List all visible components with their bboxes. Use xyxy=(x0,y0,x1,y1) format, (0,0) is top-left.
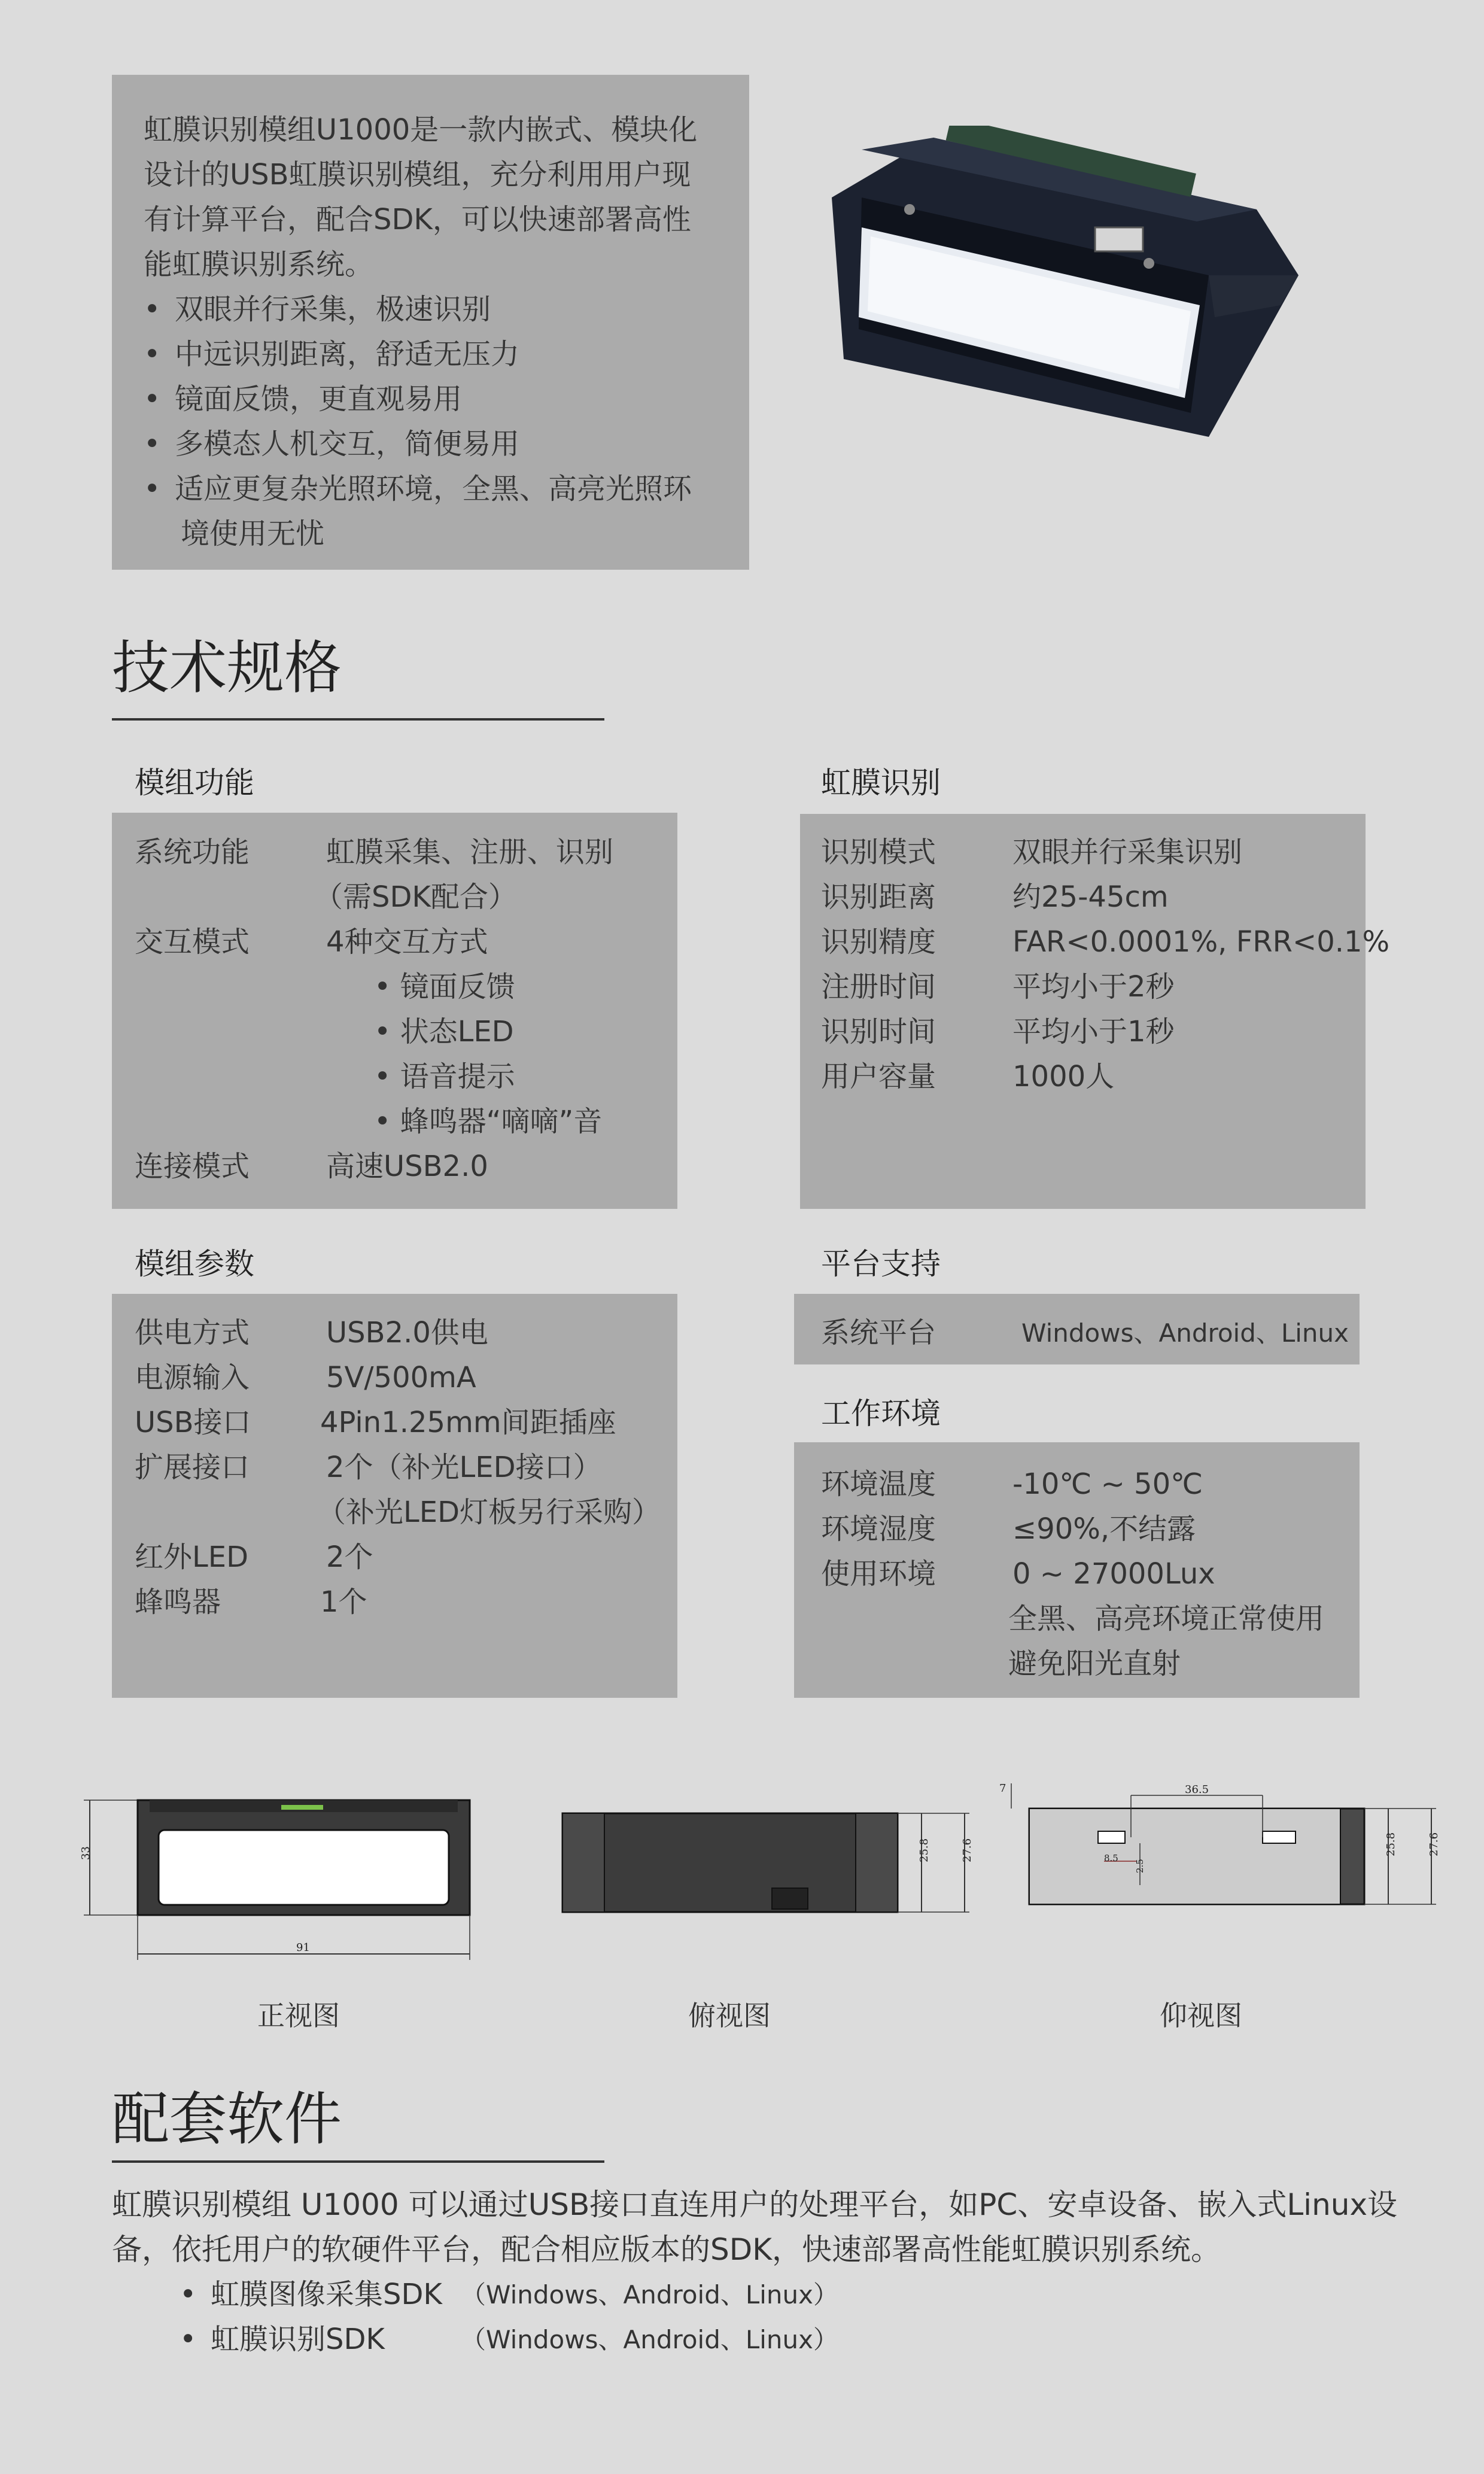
spec-value: 4种交互方式 xyxy=(326,925,488,959)
spec-value: 虹膜采集、注册、识别 xyxy=(326,835,614,869)
software-heading: 配套软件 xyxy=(112,2086,342,2153)
spec-value: 5V/500mA xyxy=(326,1361,476,1394)
spec-row xyxy=(821,920,1390,965)
bottom-view-caption: 仰视图 xyxy=(1160,1999,1242,2032)
software-heading-rule xyxy=(112,2160,604,2163)
spec-key: 识别精度 xyxy=(821,925,936,959)
iris-recognition-rows xyxy=(821,830,1390,1099)
spec-value: FAR<0.0001%, FRR<0.1% xyxy=(1012,925,1390,959)
spec-row xyxy=(135,1445,661,1490)
spec-row xyxy=(821,1311,1348,1355)
spec-key: 蜂鸣器 xyxy=(135,1585,221,1619)
module-params-title: 模组参数 xyxy=(135,1247,254,1281)
bottom-dim-left: 7 xyxy=(999,1782,1006,1795)
front-view-drawing xyxy=(72,1783,491,1969)
spec-row xyxy=(135,965,661,1010)
spec-row xyxy=(135,1099,661,1144)
spec-value: 避免阳光直射 xyxy=(1008,1647,1181,1680)
spec-value: • 蜂鸣器“嘀嘀”音 xyxy=(374,1105,603,1138)
spec-row xyxy=(135,1010,661,1054)
bottom-dim-1: 25.8 xyxy=(1385,1832,1397,1856)
spec-row xyxy=(135,1535,661,1580)
top-view-caption: 俯视图 xyxy=(688,1999,771,2032)
module-function-title: 模组功能 xyxy=(135,765,254,800)
software-line: 备，依托用户的软硬件平台，配合相应版本的SDK，快速部署高性能虹膜识别系统。 xyxy=(112,2232,1221,2267)
spec-key: 注册时间 xyxy=(821,970,936,1004)
intro-line: 设计的USB虹膜识别模组，充分利用用户现 xyxy=(144,158,691,192)
iris-recognition-title: 虹膜识别 xyxy=(821,765,941,800)
spec-value: • 镜面反馈 xyxy=(374,970,515,1004)
bottom-dim-top: 36.5 xyxy=(1185,1783,1209,1796)
bottom-view-drawing xyxy=(993,1771,1448,1915)
spec-value: Windows、Android、Linux xyxy=(1021,1318,1349,1348)
spec-row xyxy=(821,1642,1348,1686)
spec-key: 使用环境 xyxy=(821,1557,936,1591)
spec-row xyxy=(821,1010,1348,1054)
software-item-name: • 虹膜图像采集SDK xyxy=(180,2272,442,2317)
spec-value: 0 ~ 27000Lux xyxy=(1012,1557,1215,1591)
spec-row xyxy=(135,1490,661,1535)
spec-key: 扩展接口 xyxy=(135,1451,250,1484)
module-params-rows xyxy=(135,1311,661,1625)
spec-value: 2个（补光LED接口） xyxy=(326,1451,602,1484)
software-item-platforms: （Windows、Android、Linux） xyxy=(461,2280,839,2309)
spec-key: 红外LED xyxy=(135,1540,249,1574)
spec-value: （补光LED灯板另行采购） xyxy=(317,1496,661,1529)
spec-key: 供电方式 xyxy=(135,1316,250,1350)
environment-rows xyxy=(821,1462,1348,1686)
bottom-dim-2: 27.6 xyxy=(1428,1832,1440,1856)
top-view-drawing xyxy=(551,1795,981,1927)
spec-value: -10℃ ~ 50℃ xyxy=(1012,1467,1203,1501)
spec-key: 识别距离 xyxy=(821,880,936,914)
spec-row xyxy=(821,830,1348,875)
spec-row xyxy=(821,1597,1348,1642)
module-function-rows xyxy=(135,830,661,1189)
spec-value: 高速USB2.0 xyxy=(326,1150,488,1183)
intro-line: 虹膜识别模组U1000是一款内嵌式、模块化 xyxy=(144,113,698,147)
intro-bullet: • 双眼并行采集，极速识别 xyxy=(144,287,697,332)
product-photo xyxy=(826,126,1310,449)
front-width-label: 91 xyxy=(296,1941,310,1954)
spec-key: 连接模式 xyxy=(135,1150,250,1183)
intro-bullet: • 适应更复杂光照环境，全黑、高亮光照环 xyxy=(144,467,697,512)
spec-value: 双眼并行采集识别 xyxy=(1012,835,1243,869)
spec-value: 平均小于2秒 xyxy=(1012,970,1175,1004)
spec-row xyxy=(135,1355,661,1400)
spec-key: 识别模式 xyxy=(821,835,936,869)
specs-heading: 技术规格 xyxy=(112,634,342,701)
bottom-dim-b: 2.5 xyxy=(1135,1859,1145,1873)
specs-heading-rule xyxy=(112,718,604,721)
spec-value: 1个 xyxy=(320,1585,367,1619)
spec-row xyxy=(135,1580,661,1625)
intro-bullet-continuation: 境使用无忧 xyxy=(181,517,325,551)
spec-row xyxy=(135,1054,661,1099)
spec-key: 系统平台 xyxy=(821,1316,936,1350)
spec-key: 电源输入 xyxy=(135,1361,250,1394)
spec-row xyxy=(135,1144,661,1189)
platform-title: 平台支持 xyxy=(821,1247,941,1281)
spec-row xyxy=(821,1552,1348,1597)
platform-rows xyxy=(821,1311,1348,1355)
intro-bullet: • 中远识别距离，舒适无压力 xyxy=(144,332,697,377)
spec-row xyxy=(821,965,1348,1010)
intro-text xyxy=(144,108,697,557)
bottom-dim-a: 8.5 xyxy=(1104,1853,1118,1864)
spec-row xyxy=(821,1462,1348,1507)
software-item-name: • 虹膜识别SDK xyxy=(180,2317,385,2362)
software-line: 虹膜识别模组 U1000 可以通过USB接口直连用户的处理平台，如PC、安卓设备、嵌入式Linux设 xyxy=(112,2187,1398,2222)
spec-value: 2个 xyxy=(326,1540,373,1574)
spec-key: 系统功能 xyxy=(135,835,250,869)
intro-bullet: • 多模态人机交互，简便易用 xyxy=(144,422,697,467)
top-dim-2: 27.6 xyxy=(961,1838,974,1862)
spec-key: 识别时间 xyxy=(821,1015,936,1048)
environment-title: 工作环境 xyxy=(821,1396,941,1431)
front-view-caption: 正视图 xyxy=(257,1999,340,2032)
intro-line: 有计算平台，配合SDK，可以快速部署高性 xyxy=(144,203,691,236)
spec-row xyxy=(135,875,661,920)
intro-line: 能虹膜识别系统。 xyxy=(144,248,374,281)
spec-key: 环境温度 xyxy=(821,1467,936,1501)
spec-row xyxy=(135,920,661,965)
software-paragraph xyxy=(112,2183,1397,2272)
intro-bullet: • 镜面反馈，更直观易用 xyxy=(144,377,697,422)
spec-value: ≤90%,不结露 xyxy=(1012,1512,1196,1546)
spec-value: 全黑、高亮环境正常使用 xyxy=(1008,1602,1325,1636)
spec-value: （需SDK配合） xyxy=(314,880,517,914)
spec-key: USB接口 xyxy=(135,1406,251,1439)
spec-row xyxy=(821,875,1348,920)
spec-value: 平均小于1秒 xyxy=(1012,1015,1175,1048)
spec-row xyxy=(135,1311,661,1355)
spec-row xyxy=(821,1054,1348,1099)
front-height-label: 33 xyxy=(80,1846,92,1860)
spec-value: USB2.0供电 xyxy=(326,1316,488,1350)
spec-value: 约25-45cm xyxy=(1012,880,1169,914)
spec-key: 用户容量 xyxy=(821,1060,936,1093)
spec-row xyxy=(821,1507,1348,1552)
spec-value: 4Pin1.25mm间距插座 xyxy=(320,1406,616,1439)
spec-value: 1000人 xyxy=(1012,1060,1115,1093)
spec-value: • 语音提示 xyxy=(374,1060,515,1093)
spec-key: 环境湿度 xyxy=(821,1512,936,1546)
spec-row xyxy=(135,830,661,875)
spec-value: • 状态LED xyxy=(374,1015,514,1048)
top-dim-1: 25.8 xyxy=(918,1838,930,1862)
spec-key: 交互模式 xyxy=(135,925,250,959)
software-item-platforms: （Windows、Android、Linux） xyxy=(461,2325,839,2354)
spec-row xyxy=(135,1400,661,1445)
